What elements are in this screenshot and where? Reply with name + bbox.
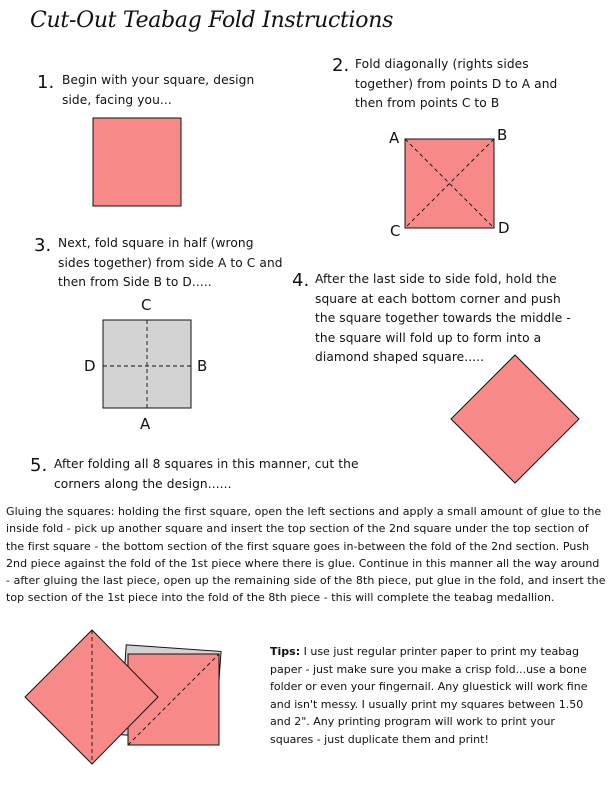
- label-b: B: [197, 357, 208, 375]
- label-c: C: [390, 222, 401, 240]
- step-1-number: 1.: [37, 72, 55, 93]
- gluing-illustration: [0, 0, 1, 1]
- step-3-number: 3.: [34, 235, 52, 256]
- label-c: C: [141, 296, 152, 314]
- pink-square: [93, 118, 181, 206]
- diamond-square: [451, 355, 579, 483]
- step-5-number: 5.: [30, 455, 48, 476]
- tips: [270, 643, 600, 749]
- step-4-text: After the last side to side fold, hold the square at each bottom corner and push the square together towards the middle - the square will fold up to form into a diamond shaped square.....: [315, 272, 571, 364]
- step-1-text: Begin with your square, design side, facing you...: [62, 73, 255, 107]
- step-2-number: 2.: [332, 55, 350, 76]
- step-5-text: After folding all 8 squares in this manner, cut the corners along the design......: [54, 457, 359, 491]
- label-a: A: [389, 129, 400, 147]
- step-3-text: Next, fold square in half (wrong sides together) from side A to C and then from Side B to D.....: [58, 236, 283, 289]
- tips-text: I use just regular printer paper to print my teabag paper - just make sure you make a crisp fold...use a bone folder or even your fingernail. Any gluestick will work fine and isn't messy. I usually print my squares between 1.50 and 2". Any printing program will work to print your squares - just duplicate them and print!: [270, 645, 588, 746]
- gluing-instructions: Gluing the squares: holding the first square, open the left sections and apply a small amount of glue to the inside fold - pick up another square and insert the top section of the 2nd square under the top section of the first square - the bottom section of the first square goes in-between the fold of the 2nd section. Push 2nd piece against the fold of the 1st piece where there is glue. Continue in this manner all the way around - after gluing the last piece, open up the remaining side of the 8th piece, put glue in the fold, and insert the top section of the 1st piece into the fold of the 8th piece - this will complete the teabag medallion.: [6, 505, 606, 605]
- page-title: Cut-Out Teabag Fold Instructions: [30, 8, 394, 33]
- step-2-text: Fold diagonally (rights sides together) from points D to A and then from points C to B: [355, 57, 558, 110]
- label-a: A: [140, 415, 151, 433]
- label-d: D: [498, 219, 510, 237]
- label-b: B: [497, 126, 508, 144]
- label-d: D: [84, 357, 96, 375]
- step-4-number: 4.: [292, 270, 310, 291]
- tips-label: Tips:: [270, 645, 301, 658]
